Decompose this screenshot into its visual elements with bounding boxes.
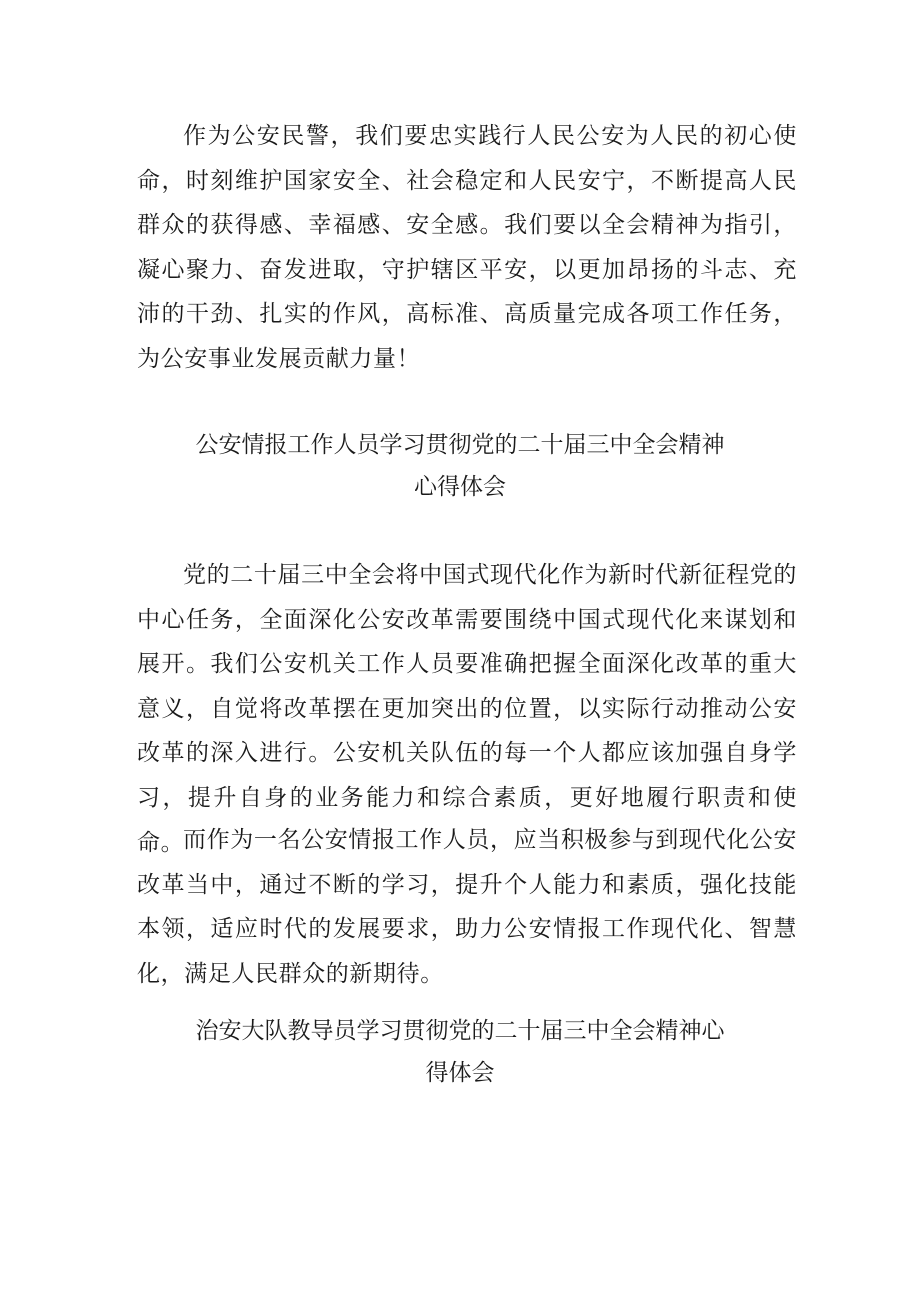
section-2-title-line1: 治安大队教导员学习贯彻党的二十届三中全会精神心 [195,1018,725,1044]
section-1-paragraph-1: 党的二十届三中全会将中国式现代化作为新时代新征程党的中心任务，全面深化公安改革需要围绕中国式现代化来谋划和展开。我们公安机关工作人员要准确把握全面深化改革的重大意义，自觉将改革摆在更加突出的位置，以实际行动推动公安改革的深入进行。公安机关队伍的每一个人都应该加强自身学习，提升自身的业务能力和综合素质，更好地履行职责和使命。 [137,562,797,856]
section-2-title [120,1010,800,1094]
section-1-title-line1: 公安情报工作人员学习贯彻党的二十届三中全会精神 [195,432,725,458]
intro-paragraph: 作为公安民警，我们要忠实践行人民公安为人民的初心使命，时刻维护国家安全、社会稳定和人民安宁，不断提高人民群众的获得感、幸福感、安全感。我们要以全会精神为指引，凝心聚力、奋发进取，守护辖区平安，以更加昂扬的斗志、充沛的干劲、扎实的作风，高标准、高质量完成各项工作任务，为公安事业发展贡献力量！ [137,123,797,372]
section-2-title-line2: 得体会 [425,1060,495,1086]
section-1-title-line2: 心得体会 [414,474,506,500]
section-1-title [120,424,800,508]
section-1-paragraph-2: 而作为一名公安情报工作人员，应当积极参与到现代化公安改革当中，通过不断的学习，提升个人能力和素质，强化技能本领，适应时代的发展要求，助力公安情报工作现代化、智慧化，满足人民群众的新期待。 [137,827,797,987]
